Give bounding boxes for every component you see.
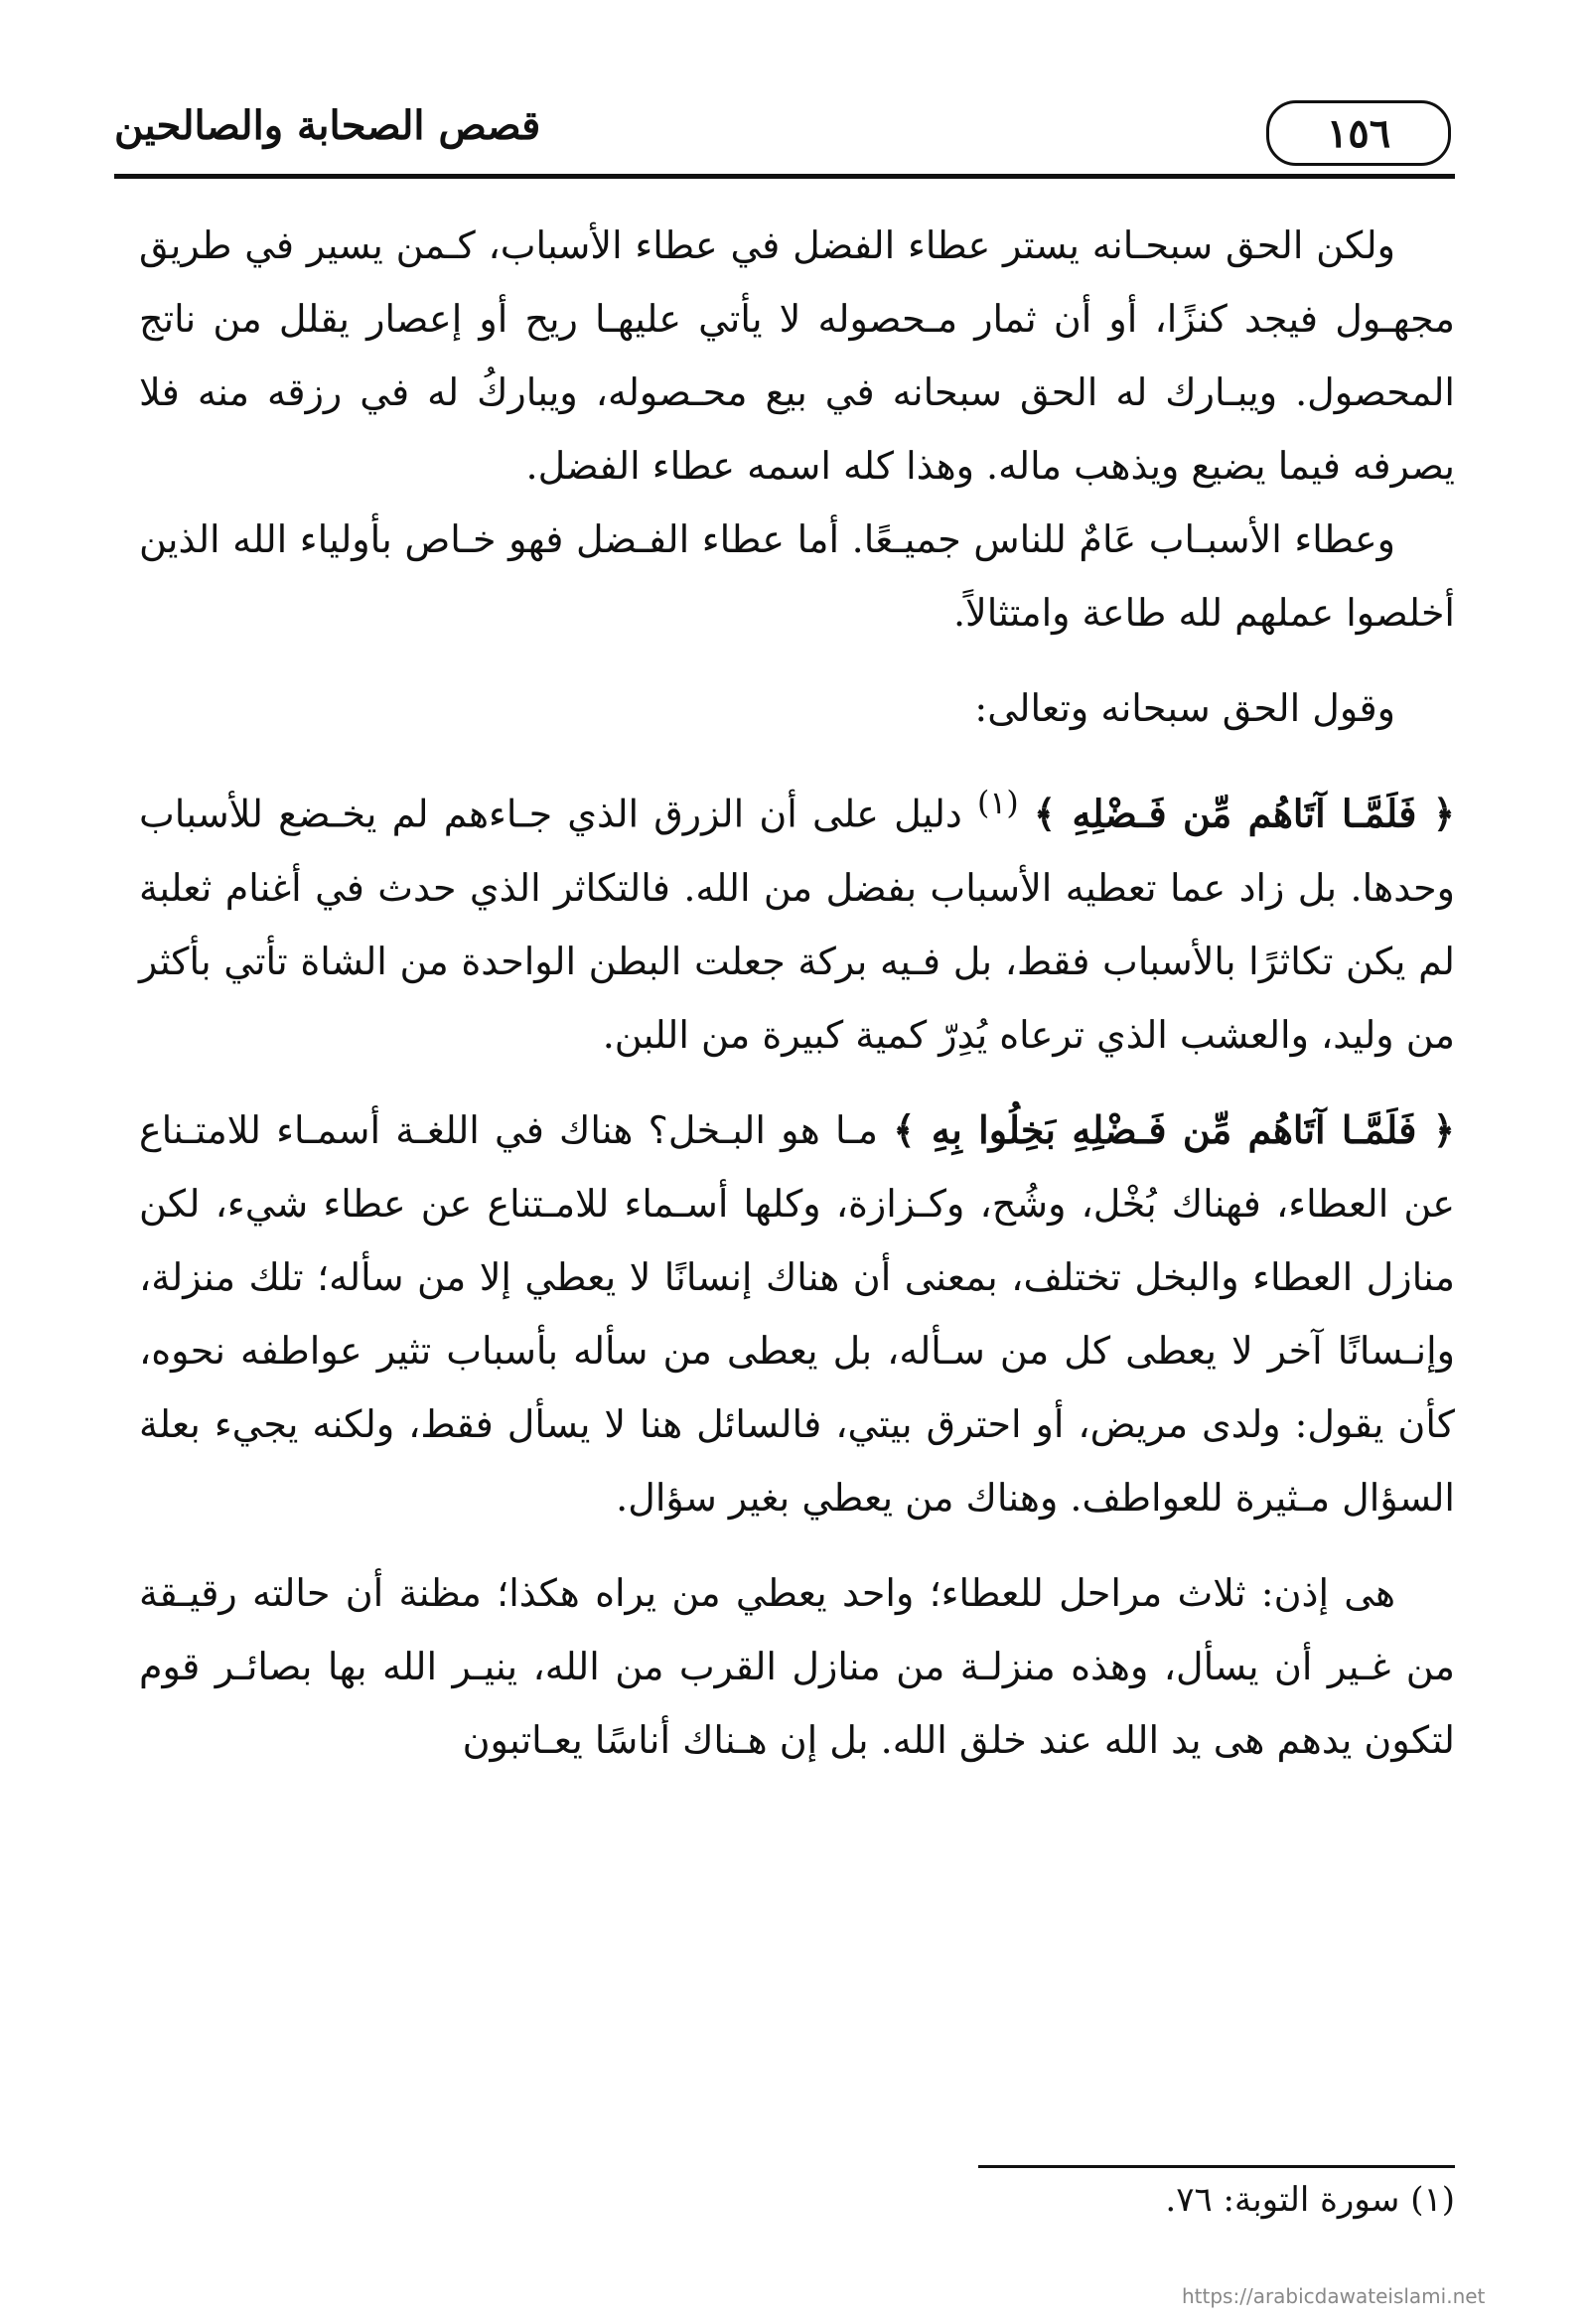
page-number: ١٥٦ xyxy=(1266,100,1451,166)
paragraph-4-text: دليل على أن الزرق الذي جـاءهم لم يخـضع للأسباب وحدها. بل زاد عما تعطيه الأسباب بفضل من الله. فالتكاثر الذي حدث في أغنام ثعلبة لم يكن تكاثرًا بالأسباب فقط، بل فـيه بركة جعلت البطن الواحدة من الشاة تأتي بأكثر من وليد، والعشب الذي ترعاه يُدِرّ كمية كبيرة من اللبن. xyxy=(139,792,1455,1057)
main-text xyxy=(139,209,1455,1777)
footnote-ref: (١) xyxy=(977,786,1019,821)
quran-verse-1: ﴿ فَلَمَّـا آتَاهُم مِّن فَـضْلِهِ ﴾ xyxy=(1033,791,1455,836)
footnote-divider xyxy=(978,2165,1455,2168)
paragraph-4 xyxy=(139,767,1455,1072)
paragraph-6: هى إذن: ثلاث مراحل للعطاء؛ واحد يعطي من يراه هكذا؛ مظنة أن حالته رقيـقة من غـير أن يسأل، وهذه منزلـة من منازل القرب من الله، ينيـر الله بها بصائـر قوم لتكون يدهم هى يد الله عند خلق الله. بل إن هـناك أناسًا يعـاتبون xyxy=(139,1570,1455,1762)
paragraph-5-text: مـا هو البـخل؟ هناك في اللغـة أسمـاء للامتـناع عن العطاء، فهناك بُخْل، وشُح، وكـزازة، وكلها أسـماء للامـتناع عن عطاء شيء، لكن منازل العطاء والبخل تختلف، بمعنى أن هناك إنسانًا لا يعطي إلا من سأله؛ تلك منزلة، وإنـسانًا آخر لا يعطى كل من سـأله، بل يعطى من سأله بأسباب تثير عواطفه نحوه، كأن يقول: ولدى مريض، أو احترق بيتي، فالسائل هنا لا يسأل فقط، ولكنه يجيء بعلة السؤال مـثيرة للعواطف. وهناك من يعطي بغير سؤال. xyxy=(139,1107,1455,1520)
paragraph-2: وعطاء الأسبـاب عَامٌ للناس جميـعًا. أما عطاء الفـضل فهو خـاص بأولياء الله الذين أخلصوا عملهم لله طاعة وامتثالاً. xyxy=(139,517,1455,635)
paragraph-1: ولكن الحق سبحـانه يستر عطاء الفضل في عطاء الأسباب، كـمن يسير في طريق مجهـول فيجد كنزًا، أو أن ثمار مـحصوله لا يأتي عليهـا ريح أو إعصار يقلل من ناتج المحصول. ويبـارك له الحق سبحانه في بيع محـصوله، ويباركُ له في رزقه منه فلا يصرفه فيما يضيع ويذهب ماله. وهذا كله اسمه عطاء الفضل. xyxy=(139,223,1455,488)
book-title: قصص الصحابة والصالحين xyxy=(114,102,541,149)
paragraph-3: وقول الحق سبحانه وتعالى: xyxy=(974,686,1395,730)
footnote: (١) سورة التوبة: ٧٦. xyxy=(1165,2180,1455,2220)
paragraph-5 xyxy=(139,1093,1455,1534)
source-watermark: https://arabicdawateislami.net xyxy=(1182,2284,1486,2308)
header-divider xyxy=(114,174,1455,179)
quran-verse-2: ﴿ فَلَمَّـا آتَاهُم مِّن فَـضْلِهِ بَخِلُوا بِهِ ﴾ xyxy=(893,1106,1455,1152)
page-header xyxy=(114,94,1455,174)
